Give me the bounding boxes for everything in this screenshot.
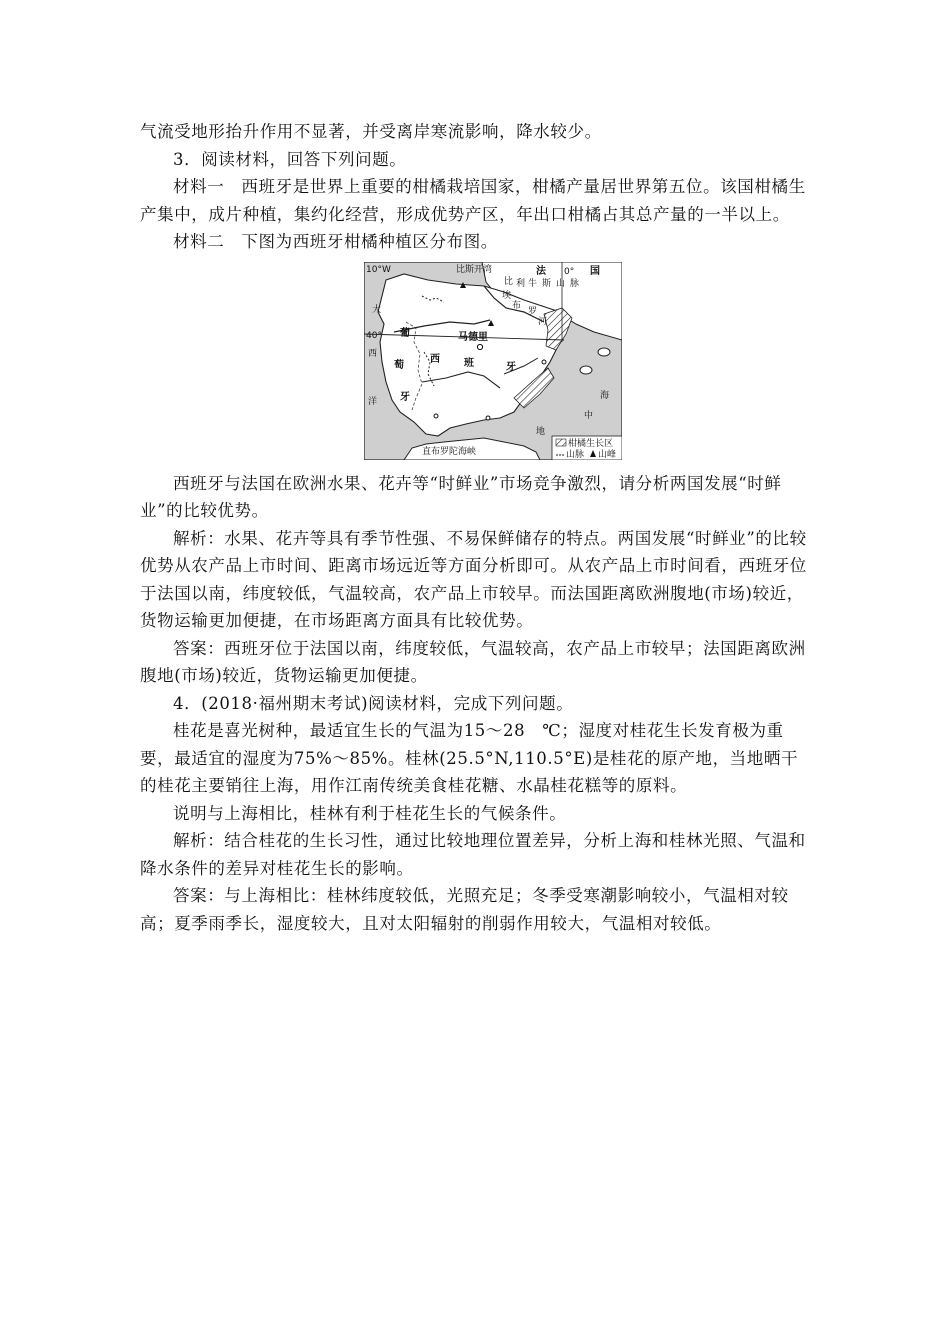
med-1: 海 xyxy=(600,390,610,401)
portugal-2: 萄 xyxy=(394,359,404,371)
ebro-1: 埃 xyxy=(502,290,512,301)
atlantic-3: 洋 xyxy=(368,396,378,407)
question-3-heading: 3．阅读材料，回答下列问题。 xyxy=(173,149,407,169)
question-prompt: 西班牙与法国在欧洲水果、花卉等“时鲜业”市场竞争激烈，请分析两国发展“时鲜业”的比较优势。 xyxy=(140,473,782,520)
spain-3: 牙 xyxy=(506,361,516,373)
med-3: 地 xyxy=(536,426,546,437)
portugal-3: 牙 xyxy=(400,391,410,403)
france-label-2: 国 xyxy=(590,265,600,277)
legend-citrus: 柑橘生长区 xyxy=(568,438,614,449)
bay-label: 比斯开湾 xyxy=(456,264,493,275)
island-1 xyxy=(580,366,592,374)
pyrenees-5: 山 xyxy=(556,278,566,289)
pyrenees-4: 斯 xyxy=(542,278,552,289)
pyrenees-1: 比 xyxy=(504,276,514,287)
paragraph-continuation: 气流受地形抬升作用不显著，并受离岸寒流影响，降水较少。 xyxy=(140,122,602,141)
legend-hatch-swatch xyxy=(556,439,566,446)
pyrenees-2: 利 xyxy=(516,278,526,289)
island-2 xyxy=(598,348,610,356)
legend-peak: 山峰 xyxy=(598,449,617,460)
spain-2: 班 xyxy=(464,357,474,369)
pyrenees-6: 脉 xyxy=(570,278,580,289)
map-svg xyxy=(364,262,622,460)
portugal-1: 葡 xyxy=(400,327,410,339)
material-osmanthus: 桂花是喜光树种，最适宜生长的气温为15～28 ℃；湿度对桂花生长发育极为重要，最适宜的湿度为75%～85%。桂林(25.5°N,110.5°E)是桂花的原产地，当地晒干的桂花主要销往上海，用作江南传统美食桂花糖、水晶桂花糕等的原料。 xyxy=(140,721,799,795)
document-page xyxy=(140,118,810,937)
question-4-heading: 4．(2018·福州期末考试)阅读材料，完成下列问题。 xyxy=(173,693,574,713)
atlantic-2: 西 xyxy=(368,348,378,359)
madrid-label: 马德里 xyxy=(458,331,488,343)
atlantic-1: 大 xyxy=(372,304,382,315)
question-4-prompt: 说明与上海相比，桂林有利于桂花生长的气候条件。 xyxy=(173,803,567,823)
med-2: 中 xyxy=(584,410,594,421)
material-2: 材料二 下图为西班牙柑橘种植区分布图。 xyxy=(173,232,498,251)
ebro-3: 罗 xyxy=(528,306,538,317)
analysis-4: 解析：结合桂花的生长习性，通过比较地理位置差异，分析上海和桂林光照、气温和降水条件的差异对桂花生长的影响。 xyxy=(140,831,806,878)
madrid-dot xyxy=(477,344,482,349)
longitude-label: 10°W xyxy=(366,264,391,275)
ebro-2: 布 xyxy=(512,300,522,311)
ebro-4: 河 xyxy=(538,316,548,327)
gibraltar-label: 直布罗陀海峡 xyxy=(422,446,477,457)
analysis-3: 解析：水果、花卉等具有季节性强、不易保鲜储存的特点。两国发展“时鲜业”的比较优势从农产品上市时间、距离市场远近等方面分析即可。从农产品上市时间看，西班牙位于法国以南，纬度较低，气温较高，农产品上市较早。而法国距离欧洲腹地(市场)较近，货物运输更加便捷，在市场距离方面具有比较优势。 xyxy=(140,528,807,630)
latitude-label: 40° xyxy=(366,330,382,341)
answer-4: 答案：与上海相比：桂林纬度较低，光照充足；冬季受寒潮影响较小，气温相对较高；夏季雨季长，湿度较大，且对太阳辐射的削弱作用较大，气温相对较低。 xyxy=(140,886,789,933)
material-1: 材料一 西班牙是世界上重要的柑橘栽培国家，柑橘产量居世界第五位。该国柑橘生产集中，成片种植，集约化经营，形成优势产区，年出口柑橘占其总产量的一半以上。 xyxy=(140,177,806,224)
zero-longitude-label: 0° xyxy=(564,266,575,277)
spain-1: 西 xyxy=(430,353,440,365)
pyrenees-3: 牛 xyxy=(528,278,538,289)
legend-mountain: 山脉 xyxy=(566,449,585,460)
spain-citrus-map xyxy=(364,262,622,460)
answer-3: 答案：西班牙位于法国以南，纬度较低，气温较高，农产品上市较早；法国距离欧洲腹地(市场)较近，货物运输更加便捷。 xyxy=(140,638,806,685)
france-label-1: 法 xyxy=(536,265,546,277)
